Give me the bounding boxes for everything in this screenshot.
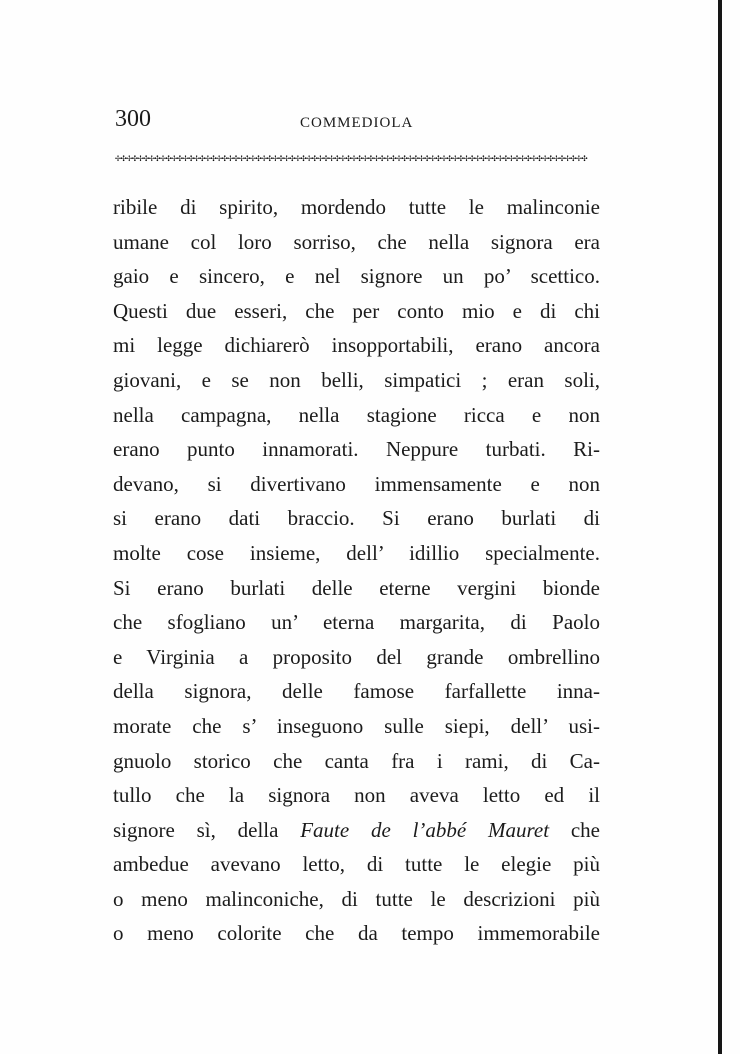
line-text-after: che — [549, 817, 600, 842]
body-text — [113, 190, 600, 951]
text-line: nella campagna, nella stagione ricca e non — [113, 402, 600, 427]
page-edge — [718, 0, 722, 1054]
text-line: o meno colorite che da tempo immemorabile — [113, 921, 600, 946]
text-line: erano punto innamorati. Neppure turbati. Ri- — [113, 437, 600, 462]
page-header — [115, 100, 605, 140]
text-line: che sfogliano un’ eterna margarita, di Paolo — [113, 610, 600, 635]
decorative-rule: ✢✣✢✣✢✣✢✣✢✣✢✣✢✣✢✣✢✣✢✣✢✣✢✣✢✣✢✣✢✣✢✣✢✣✢✣✢✣✢✣✢✣✢✣✢✣✢✣✢✣✢✣✢✣✢✣✢✣✢✣✢✣✢✣✢✣✢✣✢✣✢✣✢✣✢✣✢✣✢✣✢✣✢✣ — [115, 153, 588, 164]
italic-book-title: Faute de l’abbé Mauret — [300, 817, 550, 842]
text-line-with-title — [113, 813, 600, 848]
text-line: tullo che la signora non aveva letto ed il — [113, 783, 600, 808]
text-line: gaio e sincero, e nel signore un po’ scettico. — [113, 264, 600, 289]
text-line: Questi due esseri, che per conto mio e di chi — [113, 298, 600, 323]
text-line: si erano dati braccio. Si erano burlati di — [113, 506, 600, 531]
text-line: devano, si divertivano immensamente e non — [113, 471, 600, 496]
text-line: Si erano burlati delle eterne vergini bionde — [113, 575, 600, 600]
text-line: molte cose insieme, dell’ idillio specialmente. — [113, 540, 600, 565]
text-line: e Virginia a proposito del grande ombrellino — [113, 644, 600, 669]
text-line: giovani, e se non belli, simpatici ; eran soli, — [113, 367, 600, 392]
page-number: 300 — [115, 106, 151, 132]
text-line: della signora, delle famose farfallette inna- — [113, 679, 600, 704]
text-line: umane col loro sorriso, che nella signora era — [113, 229, 600, 254]
text-line: gnuolo storico che canta fra i rami, di Ca- — [113, 748, 600, 773]
line-text-before: signore sì, della — [113, 817, 301, 842]
text-line: mi legge dichiarerò insopportabili, erano ancora — [113, 333, 600, 358]
text-line: o meno malinconiche, di tutte le descrizioni più — [113, 886, 600, 911]
running-head: COMMEDIOLA — [300, 115, 414, 131]
text-line: ambedue avevano letto, di tutte le elegie più — [113, 852, 600, 877]
text-line: morate che s’ inseguono sulle siepi, dell’ usi- — [113, 713, 600, 738]
text-line: ribile di spirito, mordendo tutte le malinconie — [113, 195, 600, 219]
